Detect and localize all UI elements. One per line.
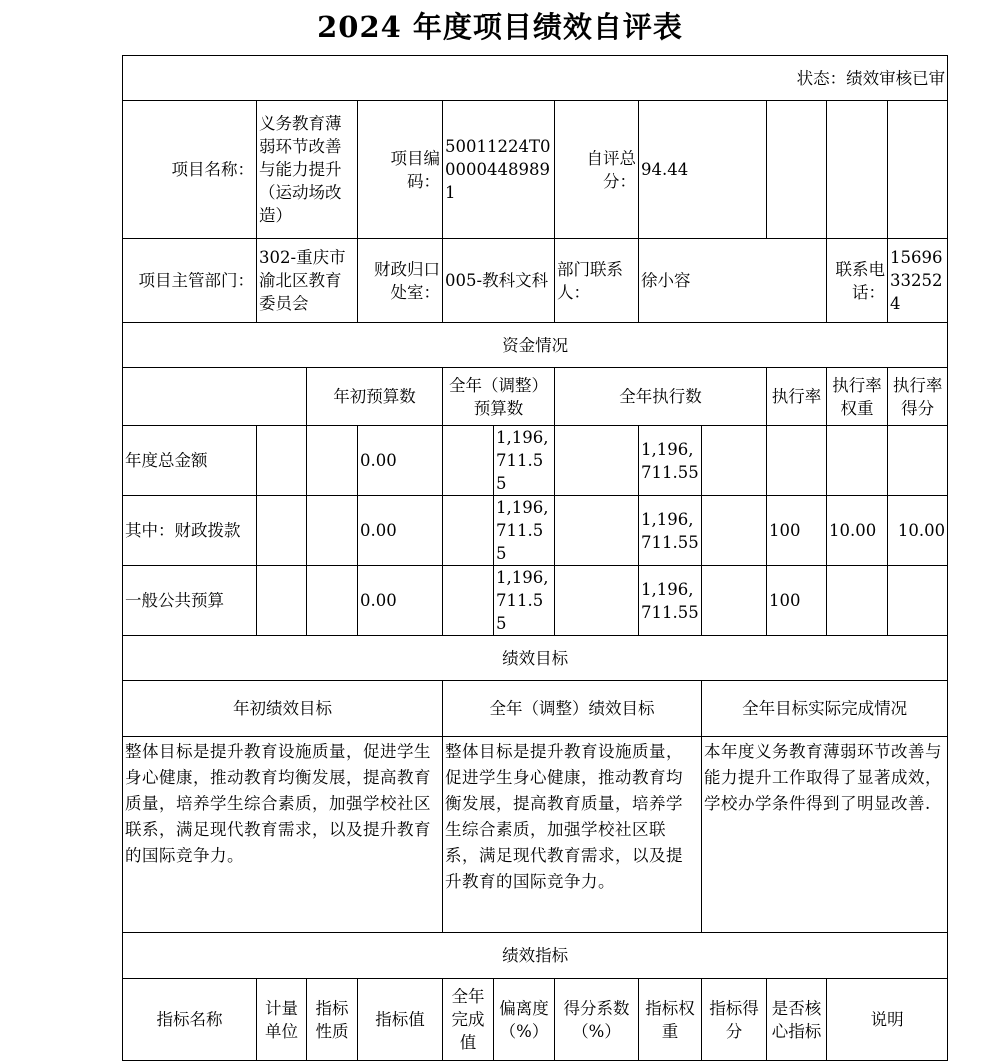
blank-cell: [767, 101, 827, 239]
funds-adjusted-value: 1,196,711.55: [494, 566, 555, 636]
exec-weight-header: 执行率权重: [827, 368, 888, 426]
funds-section-row: [123, 323, 948, 368]
blank-cell: [827, 101, 888, 239]
goals-header-row: [123, 681, 948, 737]
project-name-value: 义务教育薄弱环节改善与能力提升（运动场改造）: [257, 101, 358, 239]
funds-initial-value: 0.00: [358, 566, 443, 636]
blank-cell: [307, 496, 358, 566]
blank-cell: [702, 496, 767, 566]
funds-row-general: [123, 566, 948, 636]
dept-label: 项目主管部门：: [123, 239, 257, 323]
core-indicator-header: 是否核心指标: [767, 979, 827, 1061]
deviation-header: 偏离度（%）: [494, 979, 555, 1061]
blank-cell: [257, 566, 307, 636]
indicator-score-header: 指标得分: [702, 979, 767, 1061]
funds-score-value: [888, 426, 948, 496]
funds-weight-value: [827, 426, 888, 496]
funds-header-row: [123, 368, 948, 426]
executed-header: 全年执行数: [555, 368, 767, 426]
blank-cell: [307, 566, 358, 636]
phone-value: 15696332524: [888, 239, 948, 323]
funds-weight-value: 10.00: [827, 496, 888, 566]
goals-section-title: 绩效目标: [123, 636, 948, 681]
performance-self-evaluation-table: [122, 55, 948, 1061]
indicator-weight-header: 指标权重: [639, 979, 702, 1061]
indicator-name-header: 指标名称: [123, 979, 257, 1061]
exec-score-header: 执行率得分: [888, 368, 948, 426]
blank-cell: [257, 426, 307, 496]
self-score-value: 94.44: [639, 101, 767, 239]
goals-section-row: [123, 636, 948, 681]
funds-row-label: 年度总金额: [123, 426, 257, 496]
note-header: 说明: [827, 979, 948, 1061]
indicators-section-row: [123, 933, 948, 979]
funds-score-value: [888, 566, 948, 636]
funds-initial-value: 0.00: [358, 426, 443, 496]
funds-rate-value: 100: [767, 566, 827, 636]
page-title: 2024 年度项目绩效自评表: [317, 10, 683, 44]
indicators-header-row: [123, 979, 948, 1061]
finance-office-value: 005-教科文科: [443, 239, 555, 323]
funds-row-fiscal: [123, 496, 948, 566]
blank-cell: [555, 566, 639, 636]
project-code-value: 50011224T000004489891: [443, 101, 555, 239]
adjusted-budget-header: 全年（调整）预算数: [443, 368, 555, 426]
initial-budget-header: 年初预算数: [307, 368, 443, 426]
funds-weight-value: [827, 566, 888, 636]
funds-rate-value: [767, 426, 827, 496]
funds-section-title: 资金情况: [123, 323, 948, 368]
contact-label: 部门联系人：: [555, 239, 639, 323]
dept-value: 302-重庆市渝北区教育委员会: [257, 239, 358, 323]
blank-cell: [702, 566, 767, 636]
actual-completion-header: 全年目标实际完成情况: [702, 681, 948, 737]
initial-goal-header: 年初绩效目标: [123, 681, 443, 737]
adjusted-goal-header: 全年（调整）绩效目标: [443, 681, 702, 737]
blank-cell: [257, 496, 307, 566]
goals-content-row: [123, 737, 948, 933]
funds-adjusted-value: 1,196,711.55: [494, 496, 555, 566]
project-code-label: 项目编码：: [358, 101, 443, 239]
contact-value: 徐小容: [639, 239, 827, 323]
indicators-section-title: 绩效指标: [123, 933, 948, 979]
funds-initial-value: 0.00: [358, 496, 443, 566]
funds-executed-value: 1,196,711.55: [639, 496, 702, 566]
blank-cell: [443, 496, 494, 566]
completed-value-header: 全年完成值: [443, 979, 494, 1061]
blank-cell: [443, 426, 494, 496]
phone-label: 联系电话：: [827, 239, 888, 323]
blank-cell: [307, 426, 358, 496]
initial-goal-text: 整体目标是提升教育设施质量，促进学生身心健康，推动教育均衡发展，提高教育质量，培养学生综合素质，加强学校社区联系，满足现代教育需求，以及提升教育的国际竞争力。: [123, 737, 443, 933]
blank-cell: [888, 101, 948, 239]
self-score-label: 自评总分：: [555, 101, 639, 239]
department-row: [123, 239, 948, 323]
funds-row-total: [123, 426, 948, 496]
blank-cell: [702, 426, 767, 496]
funds-score-value: 10.00: [888, 496, 948, 566]
status-text: 状态：绩效审核已审: [123, 56, 948, 101]
unit-header: 计量单位: [257, 979, 307, 1061]
blank-cell: [555, 426, 639, 496]
project-name-label: 项目名称：: [123, 101, 257, 239]
adjusted-goal-text: 整体目标是提升教育设施质量，促进学生身心健康，推动教育均衡发展，提高教育质量，培养学生综合素质，加强学校社区联系，满足现代教育需求，以及提升教育的国际竞争力。: [443, 737, 702, 933]
blank-cell: [123, 368, 307, 426]
nature-header: 指标性质: [307, 979, 358, 1061]
funds-rate-value: 100: [767, 496, 827, 566]
project-row: [123, 101, 948, 239]
funds-executed-value: 1,196,711.55: [639, 426, 702, 496]
funds-executed-value: 1,196,711.55: [639, 566, 702, 636]
exec-rate-header: 执行率: [767, 368, 827, 426]
indicator-value-header: 指标值: [358, 979, 443, 1061]
actual-completion-text: 本年度义务教育薄弱环节改善与能力提升工作取得了显著成效，学校办学条件得到了明显改善.: [702, 737, 948, 933]
blank-cell: [555, 496, 639, 566]
funds-row-label: 一般公共预算: [123, 566, 257, 636]
coefficient-header: 得分系数（%）: [555, 979, 639, 1061]
finance-office-label: 财政归口处室：: [358, 239, 443, 323]
funds-adjusted-value: 1,196,711.55: [494, 426, 555, 496]
status-row: [123, 56, 948, 101]
funds-row-label: 其中：财政拨款: [123, 496, 257, 566]
blank-cell: [443, 566, 494, 636]
